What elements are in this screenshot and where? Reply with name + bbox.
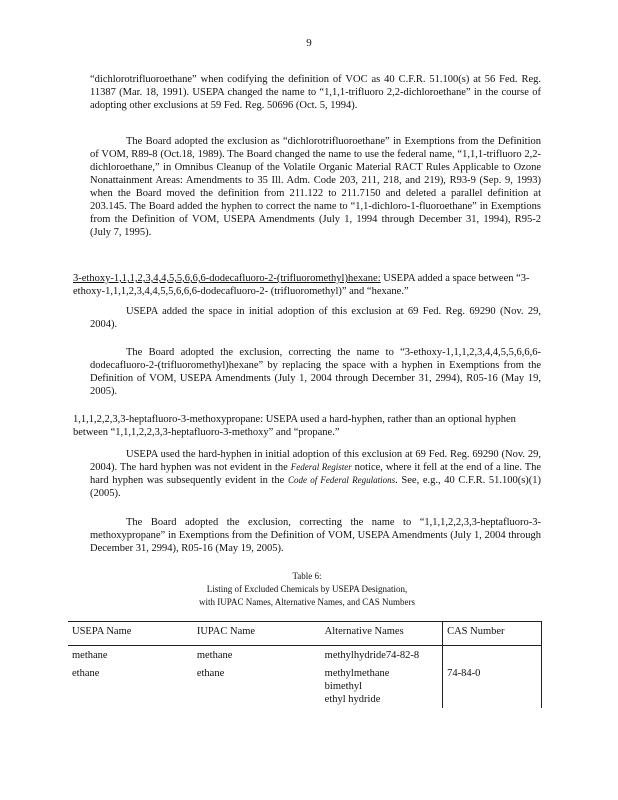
paragraph-board-adoption-3: The Board adopted the exclusion, correcting the name to “1,1,1,2,2,3,3-heptafluoro-3-methoxypropane” in Exemptions from the Definition of VOM, USEPA Amendments (July 1, 2004 through December 31, 2994), R05-16 (May 19, 2005).: [90, 517, 541, 554]
table-caption-line-1: Table 6:: [292, 571, 322, 581]
header-alternative-names: Alternative Names: [321, 622, 443, 646]
table-caption-line-3: with IUPAC Names, Alternative Names, and CAS Numbers: [199, 597, 415, 607]
italic-cfr: Code of Federal Regulations: [287, 475, 396, 485]
paragraph-board-adoption-1: The Board adopted the exclusion as “dichlorotrifluoroethane” in Exemptions from the Definition of VOM, R89-8 (Oct.18, 1989). The Board changed the name to use the federal name, “1,1,1-trifluoro 2,2-dichloroethane,” in Omnibus Cleanup of the Volatile Organic Material RACT Rules Applicable to Ozone Nonattainment Areas: Amendments to 35 Ill. Adm. Code 203, 211, 218, and 219), R93-9 (Sep. 9, 1993) when the Board moved the definition from 211.122 to 211.7150 and deleted a parallel definition at 203.145. The Board added the hyphen to correct the name to “1,1-dichloro-1-fluoroethane” in Exemptions from the Definition of VOM, USEPA Amendments (July 1, 1994 through December 31, 1994), R95-2 (July 7, 1995).: [90, 136, 541, 238]
table-row: [68, 646, 542, 665]
cell-alt: methylhydride74-82-8: [324, 650, 420, 661]
paragraph-board-adoption-2: The Board adopted the exclusion, correcting the name to “3-ethoxy-1,1,1,2,3,4,4,5,5,6,6,6-dodecafluoro-2-(trifluoromethyl)hexane” by replacing the space with a hyphen in Exemptions from the Definition of VOM, USEPA Amendments (July 1, 2004 through December 31, 2994), R05-16 (May 19, 2005).: [90, 347, 541, 397]
chemical-name-heading: 1,1,1,2,2,3,3-heptafluoro-3-methoxypropane:: [73, 414, 264, 425]
italic-federal-register: Federal Register: [290, 462, 352, 472]
paragraph-usepa-hard-hyphen: USEPA used the hard-hyphen in initial adoption of this exclusion at 69 Fed. Reg. 69290 (Nov. 29, 2004). The hard hyphen was not evident in the Federal Register notice, where it fell at the end of a line. The hard hyphen was subsequently evident in the Code of Federal Regulations. See, e.g., 40 C.F.R. 51.100(s)(1) (2005).: [90, 449, 542, 499]
header-usepa-name: USEPA Name: [68, 622, 193, 646]
table-caption: [140, 570, 474, 609]
cell-usepa: methane: [72, 650, 108, 661]
table-header-row: [68, 622, 542, 646]
paragraph-usepa-space: USEPA added the space in initial adoption of this exclusion at 69 Fed. Reg. 69290 (Nov. 29, 2004).: [90, 306, 541, 330]
entry-note: USEPA added a space between “3-ethoxy-1,1,1,2,3,4,4,5,5,6,6,6-dodecafluoro-2- (trifluoromethyl)” and “hexane.”: [73, 273, 530, 297]
entry-note: USEPA used a hard-hyphen, rather than an optional hyphen between “1,1,1,2,2,3,3-heptafluoro-3-methoxy” and “propane.”: [73, 414, 516, 438]
table-caption-line-2: Listing of Excluded Chemicals by USEPA Designation,: [206, 584, 408, 594]
cell-cas: [443, 646, 542, 665]
entry-heading-heptafluoro: [73, 413, 543, 439]
page-number: 9: [306, 37, 312, 49]
cell-alt: methylmethane bimethyl ethyl hydride: [324, 668, 390, 705]
cell-cas: 74-84-0: [443, 664, 542, 708]
entry-heading-3-ethoxy: [73, 272, 543, 298]
paragraph-dichlorotrifluoroethane-history: “dichlorotrifluoroethane” when codifying the definition of VOC as 40 C.F.R. 51.100(s) at 56 Fed. Reg. 11387 (Mar. 18, 1991). USEPA changed the name to “1,1,1-trifluoro 2,2-dichloroethane” in the course of adopting other exclusions at 59 Fed. Reg. 50696 (Oct. 5, 1994).: [90, 74, 541, 111]
cell-iupac: methane: [196, 650, 233, 661]
cell-iupac: ethane: [196, 668, 225, 679]
cell-usepa: ethane: [72, 668, 100, 679]
chemicals-table: [68, 621, 542, 708]
header-iupac-name: IUPAC Name: [193, 622, 321, 646]
table-row: [68, 664, 542, 708]
header-cas-number: CAS Number: [443, 622, 542, 646]
chemical-name-heading: 3-ethoxy-1,1,1,2,3,4,4,5,5,6,6,6-dodecafluoro-2-(trifluoromethyl)hexane:: [73, 273, 381, 284]
